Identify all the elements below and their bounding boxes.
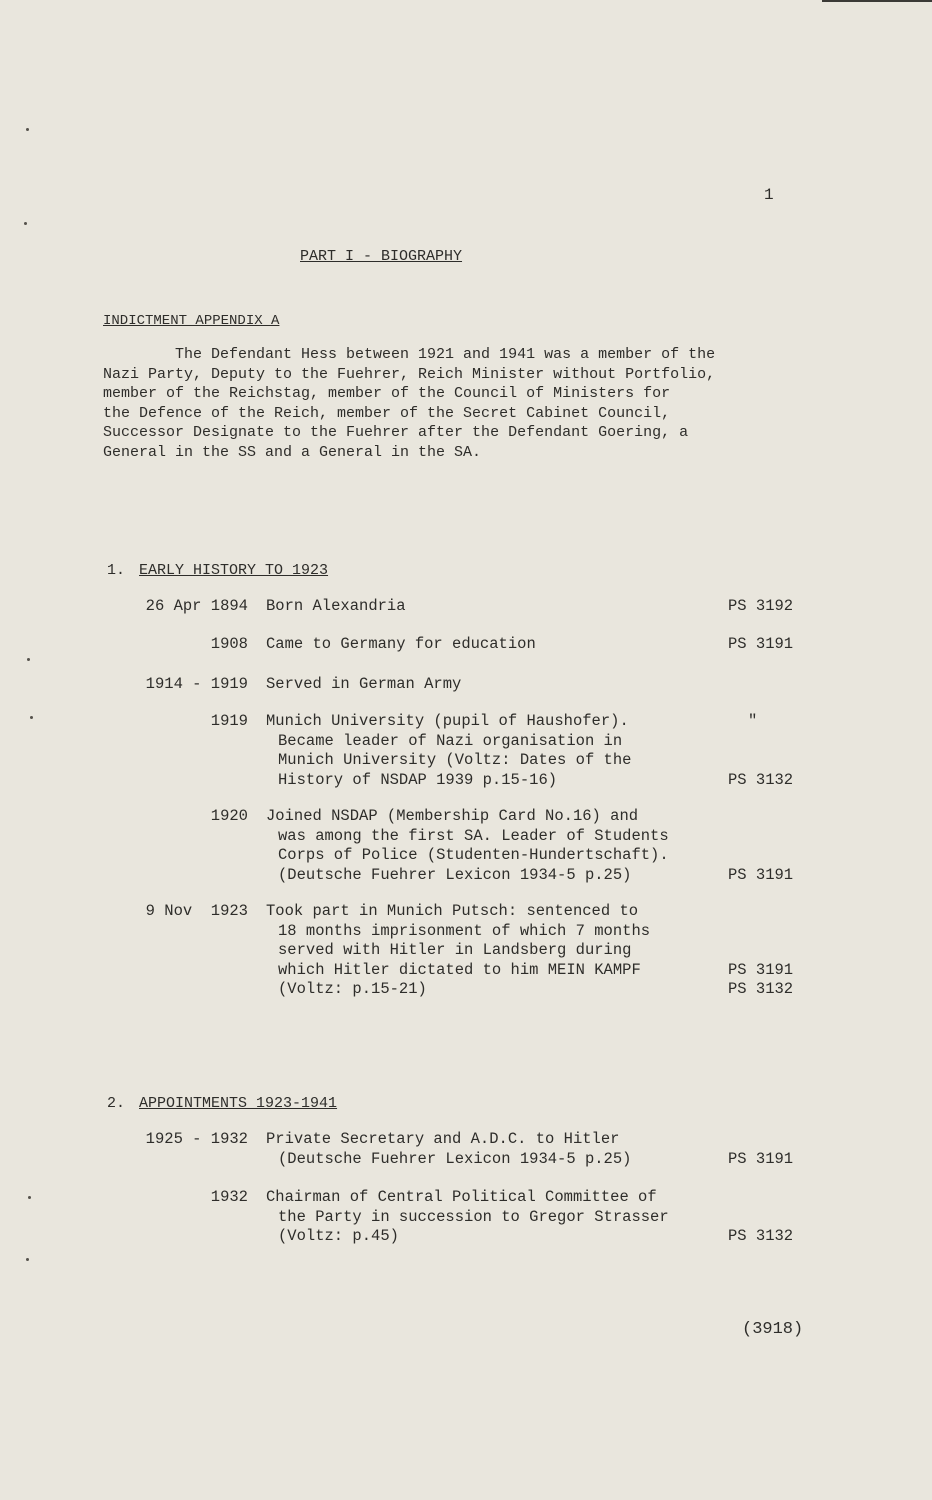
entry-ref (728, 732, 808, 752)
entry-ref (728, 807, 808, 827)
entry-date: 1925 - 1932 (145, 1130, 248, 1148)
entry-text: Corps of Police (Studenten-Hundertschaft). (278, 846, 669, 864)
margin-speck (26, 1258, 29, 1261)
entry-text: Served in German Army (266, 675, 462, 693)
entry-text: Born Alexandria (266, 597, 406, 615)
entry-ref (728, 941, 808, 961)
entry-ref (728, 846, 808, 866)
entry-text: Came to Germany for education (266, 635, 536, 653)
entry-date: 1920 (210, 807, 248, 825)
section-number: 1. (107, 562, 126, 579)
entry-ref (728, 1188, 808, 1208)
entry-ref: PS 3191 (728, 865, 794, 884)
entry-text: (Voltz: p.45) (278, 1227, 399, 1245)
entry-text: Munich University (pupil of Haushofer). (266, 712, 629, 730)
entry-date: 1908 (210, 635, 248, 653)
entry-text: Took part in Munich Putsch: sentenced to (266, 902, 639, 920)
entry-ref (728, 751, 808, 771)
entry-date: 1919 (210, 712, 248, 730)
entry-ref: PS 3132 (728, 1227, 794, 1245)
entry-text: Chairman of Central Political Committee of (266, 1188, 657, 1206)
margin-speck (27, 658, 30, 661)
entry-ref: PS 3191 (728, 960, 794, 979)
entry-date: 26 Apr 1894 (145, 597, 248, 615)
margin-speck (28, 1196, 31, 1199)
entry-date: 1932 (210, 1188, 248, 1206)
entry-ref: PS 3132 (728, 980, 794, 998)
entry-text: Munich University (Voltz: Dates of the (278, 751, 632, 769)
intro-paragraph (103, 345, 783, 462)
entry-text: Became leader of Nazi organisation in (278, 731, 623, 750)
entry-text: (Deutsche Fuehrer Lexicon 1934-5 p.25) (278, 865, 632, 884)
entry-ref: PS 3191 (728, 1149, 794, 1168)
entry-ref: PS 3132 (728, 770, 794, 789)
intro-line: member of the Reichstag, member of the Council of Ministers for (103, 385, 671, 402)
part-title: PART I - BIOGRAPHY (300, 248, 463, 265)
entry-date: 1914 - 1919 (145, 675, 248, 693)
edge-mark (822, 0, 932, 2)
intro-line: General in the SS and a General in the SA. (103, 443, 482, 461)
indictment-heading: INDICTMENT APPENDIX A (103, 313, 280, 329)
entry-ref (728, 1208, 808, 1228)
entry-text: was among the first SA. Leader of Students (278, 826, 669, 845)
entry-text: which Hitler dictated to him MEIN KAMPF (278, 960, 641, 979)
document-number: (3918) (742, 1320, 804, 1339)
entry-date: 9 Nov 1923 (145, 902, 248, 920)
entry-text: served with Hitler in Landsberg during (278, 941, 632, 959)
entry-ref (728, 922, 808, 942)
margin-speck (26, 128, 29, 131)
intro-line: the Defence of the Reich, member of the Secret Cabinet Council, (103, 404, 671, 422)
intro-line: Nazi Party, Deputy to the Fuehrer, Reich Minister without Portfolio, (103, 365, 716, 383)
section-number: 2. (107, 1095, 126, 1112)
section-title: APPOINTMENTS 1923-1941 (139, 1095, 338, 1112)
margin-speck (30, 716, 33, 719)
entry-text: History of NSDAP 1939 p.15-16) (278, 770, 558, 789)
entry-ref (728, 827, 808, 847)
entry-ref (728, 1130, 808, 1150)
section-heading-1 (107, 562, 328, 579)
section-title: EARLY HISTORY TO 1923 (139, 562, 329, 579)
intro-line: Successor Designate to the Fuehrer after the Defendant Goering, a (103, 424, 689, 441)
entry-ref (728, 902, 808, 922)
entry-text: the Party in succession to Gregor Strasser (278, 1207, 669, 1226)
entry-text: Joined NSDAP (Membership Card No.16) and (266, 807, 639, 825)
margin-speck (24, 222, 27, 225)
page-number: 1 (764, 186, 774, 204)
entry-ref: " (748, 712, 758, 730)
entry-ref: PS 3191 (728, 635, 794, 653)
entry-text: Private Secretary and A.D.C. to Hitler (266, 1130, 620, 1148)
entry-text: 18 months imprisonment of which 7 months (278, 921, 651, 940)
entry-ref: PS 3192 (728, 597, 794, 615)
entry-text: (Deutsche Fuehrer Lexicon 1934-5 p.25) (278, 1149, 632, 1168)
section-heading-2 (107, 1095, 337, 1112)
entry-text: (Voltz: p.15-21) (278, 980, 427, 998)
intro-line: The Defendant Hess between 1921 and 1941 was a member of the (103, 346, 716, 363)
